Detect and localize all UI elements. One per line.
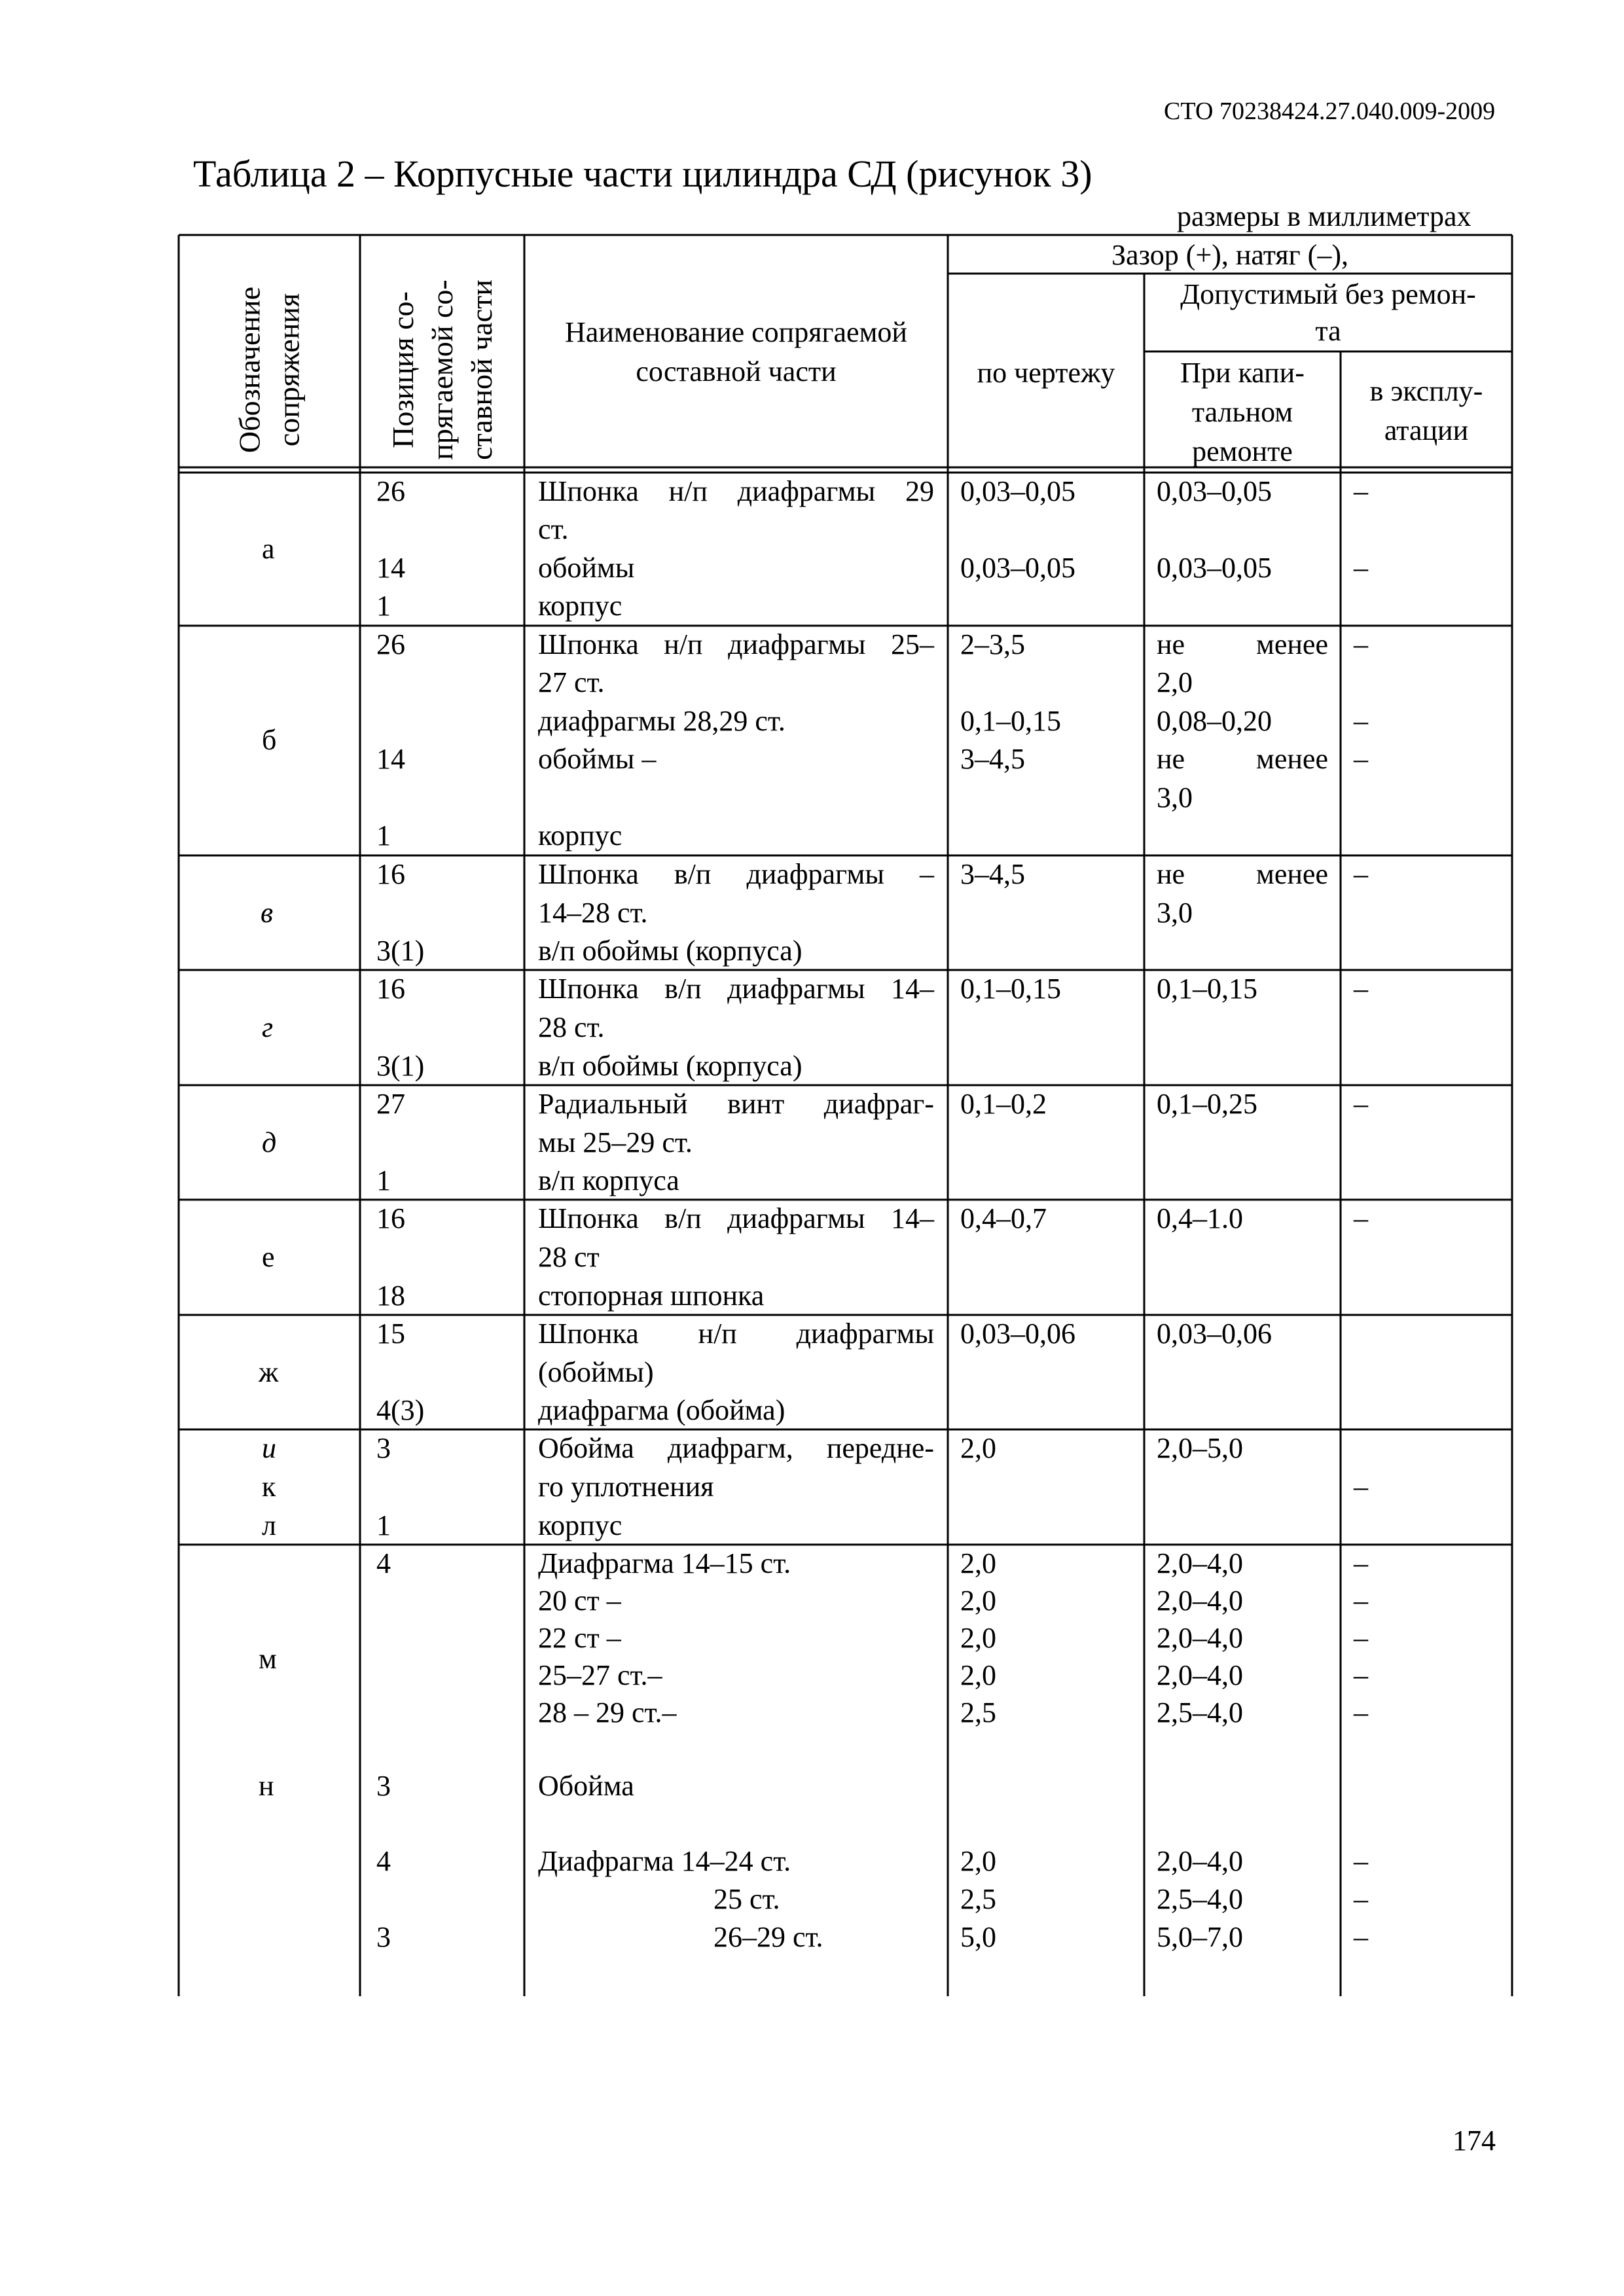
row-v-position: 16 bbox=[376, 858, 405, 890]
row-a-capital: 0,03–0,05 bbox=[1157, 552, 1272, 584]
row-d-position: 1 bbox=[376, 1164, 391, 1196]
row-b-operation: – bbox=[1354, 743, 1368, 775]
row-mn-capital: 2,0–4,0 bbox=[1157, 1659, 1243, 1691]
row-g-capital: 0,1–0,15 bbox=[1157, 973, 1257, 1005]
row-g-name: Шпонка в/п диафрагмы 14– bbox=[538, 973, 934, 1005]
row-g-name: в/п обоймы (корпуса) bbox=[538, 1050, 803, 1082]
row-d-operation: – bbox=[1354, 1088, 1368, 1120]
row-n-designation: н bbox=[259, 1770, 274, 1802]
row-mn-position: 3 bbox=[376, 1770, 391, 1802]
row-zh-name: Шпонка н/п диафрагмы bbox=[538, 1318, 934, 1350]
row-b-designation: б bbox=[262, 724, 277, 756]
row-b-capital: 3,0 bbox=[1157, 781, 1193, 814]
row-e-by-drawing: 0,4–0,7 bbox=[960, 1202, 1047, 1234]
row-zh-by-drawing: 0,03–0,06 bbox=[960, 1318, 1075, 1350]
row-m-designation: м bbox=[259, 1643, 277, 1675]
row-mn-name: 28 – 29 ст.– bbox=[538, 1696, 677, 1729]
row-b-operation: – bbox=[1354, 705, 1368, 737]
row-a-position: 14 bbox=[376, 552, 405, 584]
row-zh-designation: ж bbox=[259, 1356, 279, 1388]
row-e-position: 18 bbox=[376, 1280, 405, 1312]
row-mn-by-drawing: 2,0 bbox=[960, 1845, 996, 1877]
row-v-capital: не менее bbox=[1157, 858, 1328, 890]
row-v-name: в/п обоймы (корпуса) bbox=[538, 935, 803, 967]
row-e-name: Шпонка в/п диафрагмы 14– bbox=[538, 1202, 934, 1234]
row-zh-name: диафрагма (обойма) bbox=[538, 1394, 785, 1426]
row-d-designation: д bbox=[262, 1126, 277, 1158]
row-mn-position: 3 bbox=[376, 1921, 391, 1953]
row-mn-name: Диафрагма 14–24 ст. bbox=[538, 1845, 791, 1877]
row-a-position: 26 bbox=[376, 475, 405, 507]
row-v-operation: – bbox=[1354, 858, 1368, 890]
row-b-name: обоймы – bbox=[538, 743, 657, 775]
row-a-operation: – bbox=[1354, 475, 1368, 507]
row-b-name: 27 ст. bbox=[538, 666, 605, 698]
row-d-name: мы 25–29 ст. bbox=[538, 1126, 693, 1158]
row-ikl-name: корпус bbox=[538, 1509, 623, 1541]
row-b-name: диафрагмы 28,29 ст. bbox=[538, 705, 785, 737]
row-mn-name: Обойма bbox=[538, 1770, 634, 1802]
row-mn-name: 22 ст – bbox=[538, 1622, 621, 1654]
row-ikl-position: 3 bbox=[376, 1432, 391, 1464]
row-ikl-name: го уплотнения bbox=[538, 1471, 714, 1503]
header-gap: Зазор (+), натяг (–), bbox=[1111, 239, 1348, 271]
row-a-operation: – bbox=[1354, 552, 1368, 584]
row-d-name: Радиальный винт диафраг- bbox=[538, 1088, 934, 1120]
row-mn-name: 25 ст. bbox=[713, 1883, 780, 1915]
row-e-designation: е bbox=[262, 1241, 275, 1273]
row-b-by-drawing: 0,1–0,15 bbox=[960, 705, 1061, 737]
row-mn-by-drawing: 2,5 bbox=[960, 1883, 996, 1915]
row-mn-capital: 2,0–4,0 bbox=[1157, 1845, 1243, 1877]
row-mn-capital: 2,5–4,0 bbox=[1157, 1696, 1243, 1729]
header-by-drawing: по чертежу bbox=[977, 357, 1115, 389]
row-ikl-position: 1 bbox=[376, 1509, 391, 1541]
row-g-position: 3(1) bbox=[376, 1050, 425, 1082]
row-l-designation: л bbox=[262, 1509, 276, 1541]
row-b-capital: не менее bbox=[1157, 628, 1328, 660]
row-a-capital: 0,03–0,05 bbox=[1157, 475, 1272, 507]
row-b-position: 14 bbox=[376, 743, 405, 775]
header-name: Наименование сопрягаемой составной части bbox=[565, 316, 907, 387]
row-mn-operation: – bbox=[1354, 1622, 1368, 1654]
units-note: размеры в миллиметрах bbox=[1177, 200, 1471, 232]
row-mn-name: 20 ст – bbox=[538, 1585, 621, 1617]
header-designation: Обозначение сопряжения bbox=[232, 286, 306, 454]
row-mn-by-drawing: 2,0 bbox=[960, 1622, 996, 1654]
row-d-name: в/п корпуса bbox=[538, 1164, 679, 1196]
row-g-by-drawing: 0,1–0,15 bbox=[960, 973, 1061, 1005]
row-a-name: Шпонка н/п диафрагмы 29 bbox=[538, 475, 934, 507]
row-mn-name: 26–29 ст. bbox=[713, 1921, 823, 1953]
row-d-position: 27 bbox=[376, 1088, 405, 1120]
row-zh-position: 4(3) bbox=[376, 1394, 425, 1426]
row-g-name: 28 ст. bbox=[538, 1011, 605, 1043]
row-mn-operation: – bbox=[1354, 1845, 1368, 1877]
row-ikl-name: Обойма диафрагм, передне- bbox=[538, 1432, 934, 1464]
document-number: СТО 70238424.27.040.009-2009 bbox=[1164, 98, 1496, 125]
row-mn-capital: 2,5–4,0 bbox=[1157, 1883, 1243, 1915]
row-v-designation: в bbox=[261, 897, 274, 929]
row-k-designation: к bbox=[262, 1471, 276, 1503]
row-v-position: 3(1) bbox=[376, 935, 425, 967]
row-b-position: 26 bbox=[376, 628, 405, 660]
row-mn-capital: 2,0–4,0 bbox=[1157, 1622, 1243, 1654]
row-ikl-operation: – bbox=[1354, 1471, 1368, 1503]
row-g-position: 16 bbox=[376, 973, 405, 1005]
row-zh-position: 15 bbox=[376, 1318, 405, 1350]
row-d-by-drawing: 0,1–0,2 bbox=[960, 1088, 1047, 1120]
row-v-capital: 3,0 bbox=[1157, 897, 1193, 929]
row-a-position: 1 bbox=[376, 590, 391, 622]
row-d-capital: 0,1–0,25 bbox=[1157, 1088, 1257, 1120]
row-b-capital: 2,0 bbox=[1157, 666, 1193, 698]
row-zh-name: (обоймы) bbox=[538, 1356, 654, 1388]
row-b-name: Шпонка н/п диафрагмы 25– bbox=[538, 628, 934, 660]
row-mn-operation: – bbox=[1354, 1659, 1368, 1691]
row-mn-capital: 2,0–4,0 bbox=[1157, 1547, 1243, 1579]
row-e-capital: 0,4–1.0 bbox=[1157, 1202, 1243, 1234]
row-ikl-capital: 2,0–5,0 bbox=[1157, 1432, 1243, 1464]
row-mn-position: 4 bbox=[376, 1845, 391, 1877]
row-a-name: ст. bbox=[538, 513, 569, 545]
row-e-name: стопорная шпонка bbox=[538, 1280, 765, 1312]
row-mn-capital: 2,0–4,0 bbox=[1157, 1585, 1243, 1617]
row-mn-operation: – bbox=[1354, 1883, 1368, 1915]
header-allowed: Допустимый без ремон- та bbox=[1180, 278, 1476, 347]
row-b-position: 1 bbox=[376, 819, 391, 852]
row-b-name: корпус bbox=[538, 819, 623, 852]
row-a-name: корпус bbox=[538, 590, 623, 622]
row-mn-operation: – bbox=[1354, 1921, 1368, 1953]
row-a-by-drawing: 0,03–0,05 bbox=[960, 475, 1075, 507]
row-mn-operation: – bbox=[1354, 1696, 1368, 1729]
row-a-name: обоймы bbox=[538, 552, 635, 584]
row-mn-operation: – bbox=[1354, 1585, 1368, 1617]
row-ikl-by-drawing: 2,0 bbox=[960, 1432, 996, 1464]
row-i-designation: и bbox=[262, 1432, 276, 1464]
row-b-operation: – bbox=[1354, 628, 1368, 660]
row-g-designation: г bbox=[262, 1011, 274, 1043]
row-zh-capital: 0,03–0,06 bbox=[1157, 1318, 1272, 1350]
row-mn-by-drawing: 2,0 bbox=[960, 1659, 996, 1691]
row-b-by-drawing: 2–3,5 bbox=[960, 628, 1025, 660]
row-g-operation: – bbox=[1354, 973, 1368, 1005]
page-number: 174 bbox=[1453, 2125, 1496, 2157]
row-mn-by-drawing: 5,0 bbox=[960, 1921, 996, 1953]
row-b-by-drawing: 3–4,5 bbox=[960, 743, 1025, 775]
row-mn-by-drawing: 2,5 bbox=[960, 1696, 996, 1729]
row-v-name: 14–28 ст. bbox=[538, 897, 648, 929]
header-position: Позиция со- прягаемой со- ставной части bbox=[386, 279, 498, 460]
row-mn-capital: 5,0–7,0 bbox=[1157, 1921, 1243, 1953]
row-e-name: 28 ст bbox=[538, 1241, 600, 1273]
table-title: Таблица 2 – Корпусные части цилиндра СД (рисунок 3) bbox=[193, 152, 1092, 195]
row-a-by-drawing: 0,03–0,05 bbox=[960, 552, 1075, 584]
row-b-capital: не менее bbox=[1157, 743, 1328, 775]
row-mn-operation: – bbox=[1354, 1547, 1368, 1579]
row-mn-by-drawing: 2,0 bbox=[960, 1547, 996, 1579]
row-mn-by-drawing: 2,0 bbox=[960, 1585, 996, 1617]
row-e-position: 16 bbox=[376, 1202, 405, 1234]
row-a-designation: а bbox=[262, 533, 275, 565]
row-v-name: Шпонка в/п диафрагмы – bbox=[538, 858, 934, 890]
header-operation: в эксплу- атации bbox=[1369, 375, 1483, 446]
row-v-by-drawing: 3–4,5 bbox=[960, 858, 1025, 890]
row-mn-position: 4 bbox=[376, 1547, 391, 1579]
row-mn-name: 25–27 ст.– bbox=[538, 1659, 662, 1691]
row-e-operation: – bbox=[1354, 1202, 1368, 1234]
row-b-capital: 0,08–0,20 bbox=[1157, 705, 1272, 737]
row-mn-name: Диафрагма 14–15 ст. bbox=[538, 1547, 791, 1579]
header-capital-repair: При капи- тальном ремонте bbox=[1180, 357, 1305, 467]
